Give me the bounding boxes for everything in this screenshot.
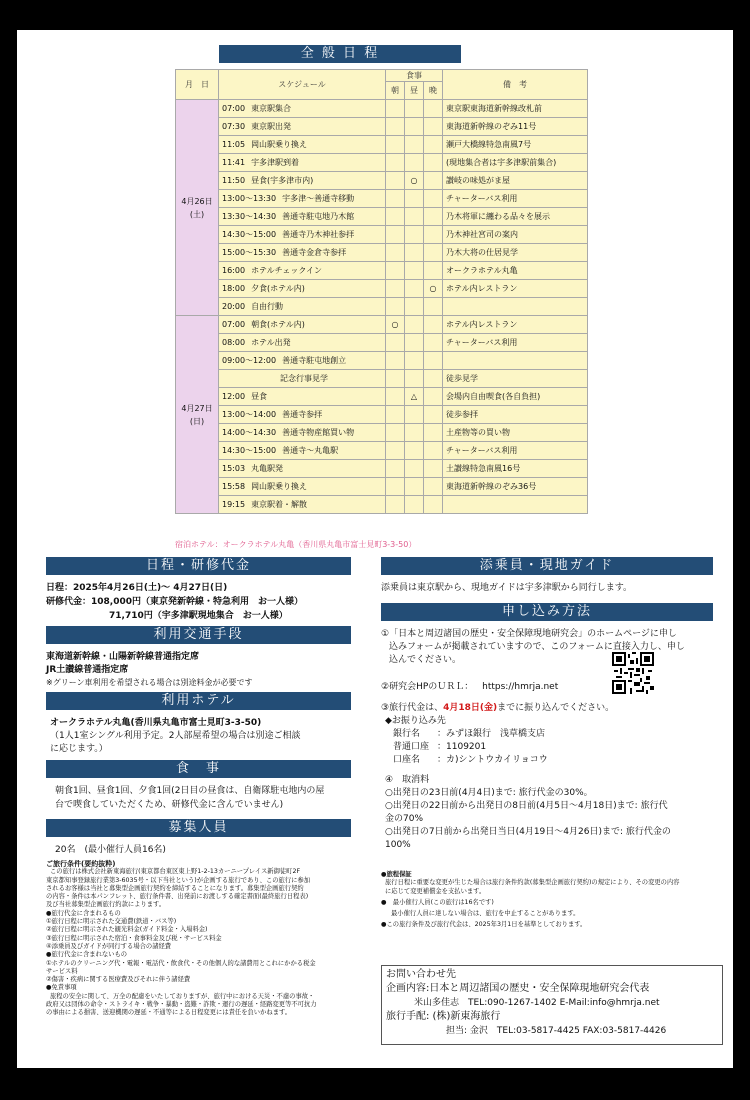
event-name: 善通寺参拝	[282, 410, 323, 419]
schedule-event-cell	[219, 352, 386, 370]
payment-deadline: ③旅行代金は、4月18日(金)までに振り込んでください。	[381, 703, 615, 713]
meal-breakfast	[386, 100, 405, 118]
meal-dinner	[424, 154, 443, 172]
schedule-note: (現地集合者は宇多津駅前集合)	[443, 154, 588, 172]
schedule-note: 乃木将軍に纏わる品々を展示	[443, 208, 588, 226]
event-time: 11:50	[222, 176, 246, 185]
event-name: 朝食(ホテル内)	[251, 320, 305, 329]
schedule-event-cell	[219, 388, 386, 406]
schedule-row	[176, 352, 588, 370]
event-time: 15:58	[222, 482, 246, 491]
schedule-event-cell	[219, 280, 386, 298]
meal-lunch: ○	[405, 172, 424, 190]
meal-breakfast	[386, 298, 405, 316]
meal-lunch	[405, 460, 424, 478]
schedule-row	[176, 154, 588, 172]
schedule-row	[176, 334, 588, 352]
schedule-date: 4月27日	[181, 403, 213, 413]
meal-breakfast	[386, 154, 405, 172]
fee-price-main: 研修代金：108,000円（東京発新幹線・特急利用 お一人様）	[46, 597, 303, 607]
transport-line1: 東海道新幹線・山陽新幹線普通指定席	[46, 652, 200, 662]
meal-breakfast	[386, 118, 405, 136]
schedule-row	[176, 298, 588, 316]
event-name: 善通寺金倉寺参拝	[282, 248, 347, 257]
transport-line2: JR土讃線普通指定席	[46, 665, 129, 675]
schedule-row	[176, 424, 588, 442]
event-time: 12:00	[222, 392, 246, 401]
meal-dinner	[424, 352, 443, 370]
payment-date: 4月18日(金)	[443, 703, 498, 713]
event-time: 13:00～14:00	[222, 410, 277, 419]
meal-lunch	[405, 496, 424, 514]
event-name: 岡山駅乗り換え	[251, 482, 308, 491]
brochure-page	[17, 30, 733, 1068]
fee-dates: 日程：2025年4月26日(土)～ 4月27日(日)	[46, 583, 228, 593]
meal-dinner	[424, 370, 443, 388]
cancel-rule-3: ○出発日の7日前から出発日当日(4月19日～4月26日)まで: 旅行代金の	[385, 827, 671, 837]
meal-breakfast	[386, 424, 405, 442]
meal-breakfast	[386, 442, 405, 460]
schedule-date-cell	[176, 316, 219, 514]
event-name: 宇多津～善通寺移動	[282, 194, 355, 203]
bank-name-row: 銀行名 ：みずほ銀行 浅草橋支店	[393, 729, 546, 739]
event-name: 丸亀駅発	[251, 464, 284, 473]
meal-breakfast	[386, 352, 405, 370]
schedule-weekday: (土)	[189, 209, 205, 219]
meal-dinner	[424, 262, 443, 280]
event-time: 08:00	[222, 338, 246, 347]
meal-lunch	[405, 136, 424, 154]
schedule-note: チャーターバス利用	[443, 442, 588, 460]
event-time: 16:00	[222, 266, 246, 275]
schedule-weekday: (日)	[189, 416, 205, 426]
schedule-row	[176, 316, 588, 334]
meal-lunch	[405, 118, 424, 136]
schedule-event-cell	[219, 208, 386, 226]
schedule-event-cell	[219, 334, 386, 352]
schedule-row	[176, 100, 588, 118]
apply-line3: 込んでください。	[389, 655, 462, 665]
schedule-row	[176, 370, 588, 388]
col-lunch-header: 昼	[405, 82, 424, 100]
meal-lunch	[405, 100, 424, 118]
contact-agent: 旅行手配: (株)新東海旅行	[386, 1011, 501, 1022]
event-time: 14:30～15:00	[222, 446, 277, 455]
cancel-rule-2b: 金の70%	[385, 814, 424, 824]
meal-lunch	[405, 154, 424, 172]
event-time: 09:00～12:00	[222, 356, 277, 365]
event-time: 15:00～15:30	[222, 248, 277, 257]
schedule-row	[176, 496, 588, 514]
meal-lunch	[405, 280, 424, 298]
meal-dinner	[424, 442, 443, 460]
event-name: 岡山駅乗り換え	[251, 140, 308, 149]
schedule-note	[443, 298, 588, 316]
schedule-event-cell	[219, 406, 386, 424]
event-time: 14:30～15:00	[222, 230, 277, 239]
meal-dinner	[424, 424, 443, 442]
contact-org: 企画内容:日本と周辺諸国の歴史・安全保障現地研究会代表	[386, 983, 650, 994]
meal-dinner	[424, 316, 443, 334]
schedule-event-cell	[219, 154, 386, 172]
schedule-note: ホテル内レストラン	[443, 280, 588, 298]
event-name: 東京駅着・解散	[251, 500, 308, 509]
event-time: 14:00～14:30	[222, 428, 277, 437]
recruit-line1: 20名 (最小催行人員16名)	[55, 845, 166, 855]
meal-dinner	[424, 406, 443, 424]
event-time: 07:30	[222, 122, 246, 131]
schedule-row	[176, 388, 588, 406]
meal-lunch	[405, 262, 424, 280]
event-name: 昼食	[251, 392, 268, 401]
meal-dinner	[424, 226, 443, 244]
meal-dinner	[424, 334, 443, 352]
meal-lunch	[405, 406, 424, 424]
escort-line1: 添乗員は東京駅から、現地ガイドは宇多津駅から同行します。	[381, 583, 633, 593]
schedule-row	[176, 280, 588, 298]
event-name: 夕食(ホテル内)	[251, 284, 305, 293]
transport-header: 利用交通手段	[46, 626, 351, 644]
schedule-row	[176, 226, 588, 244]
meal-dinner	[424, 208, 443, 226]
event-time: 20:00	[222, 302, 246, 311]
meal-lunch	[405, 316, 424, 334]
meal-lunch: △	[405, 388, 424, 406]
schedule-note: 瀬戸大橋線特急南風7号	[443, 136, 588, 154]
schedule-note: ホテル内レストラン	[443, 316, 588, 334]
event-name: 東京駅出発	[251, 122, 292, 131]
event-name: ホテルチェックイン	[251, 266, 323, 275]
contact-title: お問い合わせ先	[386, 969, 456, 980]
schedule-note	[443, 496, 588, 514]
fee-price-local: 71,710円（宇多津駅現地集合 お一人様）	[109, 611, 288, 621]
travel-terms: ご旅行条件(要約抜粋) この旅行は株式会社新東海旅行(東京都台東区東上野1-2-13カーニープレイス新御徒町2F 東京都知事登録旅行業第3-6035号・以下当社という)が企画する旅行であり、この旅行に参加 されるお客様は当社と募集型企画旅行契約を締結することになります。募集型企画旅行契約 の内容・条件は本パンフレット、旅行条件書、出発前にお渡しする確定書面(最終旅行日程表) 及び当社募集型企画旅行約款によります。 ●旅行代金に含まれるもの ①旅行日程に明示された交通費(鉄道・バス等) ②旅行日程に明示された観光料金(ガイド料金・入場料金) ③旅行日程に明示された宿泊・食事料金及び税・サービス料金 ④添乗員及びガイドが同行する場合の諸経費 ●旅行代金に含まれないもの ①ホテルのクリーニング代・電報・電話代・飲食代・その他個人的な諸費用とこれにかかる税金 サービス料 ②傷害・疾病に関する医療費及びそれに伴う諸経費 ●免責事項 旅程の安全に関して、万全の配慮をいたしておりますが、旅行中における天災・不慮の事故・ 政府又は団体の命令・ストライキ・戦争・暴動・盗難・詐欺・運行の遅延・経路変更等不可抗力 の事由による損害、送迎機関の遅延・不通等による日程変更には責任を負いかねます。	[46, 860, 317, 1017]
schedule-note: オークラホテル丸亀	[443, 262, 588, 280]
meal-breakfast	[386, 370, 405, 388]
schedule-row	[176, 406, 588, 424]
event-name: 宇多津駅到着	[251, 158, 300, 167]
schedule-note: チャーターバス利用	[443, 190, 588, 208]
meal-dinner	[424, 100, 443, 118]
meal-dinner	[424, 136, 443, 154]
schedule-event-cell	[219, 370, 386, 388]
meal-dinner	[424, 244, 443, 262]
schedule-row	[176, 460, 588, 478]
schedule-note	[443, 352, 588, 370]
schedule-row	[176, 190, 588, 208]
apply-url-line: ②研究会HPのＵＲＬ： https://hmrja.net	[381, 682, 559, 692]
travel-guarantee-terms: ●旅程保証 旅行日程に重要な変更が生じた場合は旅行条件約款(募集型企画旅行契約)の規定により、その変更の内容 に応じて変更補償金を支払います。 ● 最小催行人員(この旅行は16名です) 最小催行人員に達しない場合は、旅行を中止することがあります。 ●この旅行条件及び旅行代金は、2025年3月1日を基準としております。	[381, 871, 680, 929]
meals-line1: 朝食1回、昼食1回、夕食1回(2日目の昼食は、自衛隊駐屯地内の屋	[55, 786, 325, 796]
col-dinner-header: 晩	[424, 82, 443, 100]
col-schedule-header: スケジュール	[219, 70, 386, 100]
event-name: 自由行動	[251, 302, 284, 311]
meal-lunch	[405, 370, 424, 388]
schedule-row	[176, 118, 588, 136]
event-time: 07:00	[222, 104, 246, 113]
meal-breakfast	[386, 226, 405, 244]
cancel-rule-2: ○出発日の22日前から出発日の8日前(4月5日～4月18日)まで: 旅行代	[385, 801, 668, 811]
schedule-date: 4月26日	[181, 196, 213, 206]
meal-breakfast	[386, 334, 405, 352]
schedule-note: 東海道新幹線のぞみ11号	[443, 118, 588, 136]
recruit-header: 募集人員	[46, 819, 351, 837]
escort-header: 添乗員・現地ガイド	[381, 557, 713, 575]
contact-staff: 担当: 金沢 TEL:03-5817-4425 FAX:03-5817-4426	[446, 1026, 667, 1036]
meal-dinner	[424, 478, 443, 496]
qr-code[interactable]	[612, 652, 654, 694]
event-name: 昼食(宇多津市内)	[251, 176, 314, 185]
meal-breakfast	[386, 172, 405, 190]
meal-dinner	[424, 388, 443, 406]
bank-title: ◆お振り込み先	[385, 716, 446, 726]
meal-lunch	[405, 478, 424, 496]
meal-breakfast	[386, 496, 405, 514]
schedule-event-cell	[219, 496, 386, 514]
schedule-row	[176, 136, 588, 154]
meal-breakfast	[386, 262, 405, 280]
col-date-header: 月 日	[176, 70, 219, 100]
event-time: 07:00	[222, 320, 246, 329]
meal-lunch	[405, 298, 424, 316]
hotel-line2: （1人1室シングル利用予定。2人部屋希望の場合は別途ご相談	[50, 731, 301, 741]
schedule-row	[176, 478, 588, 496]
event-time: 19:15	[222, 500, 246, 509]
schedule-note: 乃木神社宮司の案内	[443, 226, 588, 244]
schedule-event-cell	[219, 424, 386, 442]
schedule-note: 東京駅東海道新幹線改札前	[443, 100, 588, 118]
schedule-row	[176, 172, 588, 190]
cancel-rule-3b: 100%	[385, 840, 411, 850]
schedule-note: 東海道新幹線のぞみ36号	[443, 478, 588, 496]
event-name: 東京駅集合	[251, 104, 292, 113]
meal-breakfast	[386, 478, 405, 496]
schedule-row	[176, 244, 588, 262]
event-name: 記念行事見学	[280, 374, 328, 383]
bank-account-row: 普通口座 ：1109201	[393, 742, 487, 752]
meal-lunch	[405, 352, 424, 370]
meal-dinner	[424, 172, 443, 190]
schedule-note: 徒歩見学	[443, 370, 588, 388]
hotel-line1: オークラホテル丸亀(香川県丸亀市富士見町3-3-50)	[50, 718, 262, 728]
schedule-event-cell	[219, 316, 386, 334]
schedule-event-cell	[219, 442, 386, 460]
meal-breakfast	[386, 136, 405, 154]
schedule-event-cell	[219, 478, 386, 496]
meal-breakfast: ○	[386, 316, 405, 334]
schedule-note: チャーターバス利用	[443, 334, 588, 352]
event-time: 15:03	[222, 464, 246, 473]
hotel-caption: 宿泊ホテル：オークラホテル丸亀（香川県丸亀市富士見町3-3-50）	[175, 540, 417, 549]
event-name: 善通寺物産館買い物	[282, 428, 355, 437]
meal-dinner	[424, 460, 443, 478]
col-notes-header: 備 考	[443, 70, 588, 100]
meal-lunch	[405, 208, 424, 226]
meal-breakfast	[386, 388, 405, 406]
col-breakfast-header: 朝	[386, 82, 405, 100]
schedule-header: 全 般 日 程	[219, 45, 461, 63]
website-link[interactable]: https://hmrja.net	[482, 682, 559, 692]
transport-note: ※グリーン車利用を希望される場合は別途料金が必要です	[46, 678, 253, 687]
fee-header: 日程・研修代金	[46, 557, 351, 575]
meal-dinner	[424, 118, 443, 136]
schedule-table	[175, 69, 588, 514]
event-name: 善通寺乃木神社参拝	[282, 230, 355, 239]
schedule-event-cell	[219, 298, 386, 316]
cancel-rule-1: ○出発日の23日前(4月4日)まで: 旅行代金の30%。	[385, 788, 593, 798]
event-time: 18:00	[222, 284, 246, 293]
cancel-title: ④ 取消料	[385, 775, 430, 785]
schedule-date-cell	[176, 100, 219, 316]
meal-lunch	[405, 442, 424, 460]
meal-dinner	[424, 496, 443, 514]
schedule-event-cell	[219, 172, 386, 190]
schedule-row	[176, 262, 588, 280]
schedule-event-cell	[219, 244, 386, 262]
apply-header: 申し込み方法	[381, 603, 713, 621]
event-name: 善通寺駐屯地乃木館	[282, 212, 355, 221]
schedule-note: 徒歩参拝	[443, 406, 588, 424]
schedule-note: 土産物等の買い物	[443, 424, 588, 442]
meal-breakfast	[386, 190, 405, 208]
event-time: 11:05	[222, 140, 246, 149]
contact-box	[381, 965, 723, 1045]
schedule-row	[176, 208, 588, 226]
hotel-header: 利用ホテル	[46, 692, 351, 710]
meal-lunch	[405, 334, 424, 352]
meals-line2: 台で喫食していただくため、研修代金に含んでいません)	[55, 800, 284, 810]
meal-lunch	[405, 244, 424, 262]
apply-line1: ①「日本と周辺諸国の歴史・安全保障現地研究会」のホームページに申し	[381, 629, 677, 639]
meal-breakfast	[386, 208, 405, 226]
schedule-event-cell	[219, 460, 386, 478]
meal-lunch	[405, 190, 424, 208]
apply-line2: 込みフォームが掲載されていますので、このフォームに直接入力し、申し	[389, 642, 685, 652]
hotel-line3: に応じます。）	[50, 744, 108, 754]
schedule-event-cell	[219, 190, 386, 208]
schedule-event-cell	[219, 100, 386, 118]
schedule-event-cell	[219, 262, 386, 280]
schedule-event-cell	[219, 136, 386, 154]
meal-dinner: ○	[424, 280, 443, 298]
event-time: 11:41	[222, 158, 246, 167]
schedule-event-cell	[219, 226, 386, 244]
col-meals-header: 食事	[386, 70, 443, 82]
event-time: 13:30～14:30	[222, 212, 277, 221]
event-time: 13:00～13:30	[222, 194, 277, 203]
schedule-note: 乃木大将の仕居見学	[443, 244, 588, 262]
event-name: ホテル出発	[251, 338, 291, 347]
schedule-note: 土讃線特急南風16号	[443, 460, 588, 478]
schedule-note: 会場内自由喫食(各自負担)	[443, 388, 588, 406]
event-name: 善通寺駐屯地創立	[282, 356, 347, 365]
meals-header: 食 事	[46, 760, 351, 778]
bank-holder-row: 口座名 ：カ)シントウカイリョコウ	[393, 755, 548, 765]
schedule-event-cell	[219, 118, 386, 136]
meal-dinner	[424, 298, 443, 316]
schedule-row	[176, 442, 588, 460]
meal-breakfast	[386, 280, 405, 298]
schedule-note: 讃岐の味処がま屋	[443, 172, 588, 190]
meal-lunch	[405, 226, 424, 244]
contact-person: 米山多佳志 TEL:090-1267-1402 E-Mail:info@hmrja.net	[414, 998, 660, 1008]
meal-breakfast	[386, 406, 405, 424]
meal-breakfast	[386, 244, 405, 262]
meal-breakfast	[386, 460, 405, 478]
meal-dinner	[424, 190, 443, 208]
meal-lunch	[405, 424, 424, 442]
event-name: 善通寺～丸亀駅	[282, 446, 339, 455]
